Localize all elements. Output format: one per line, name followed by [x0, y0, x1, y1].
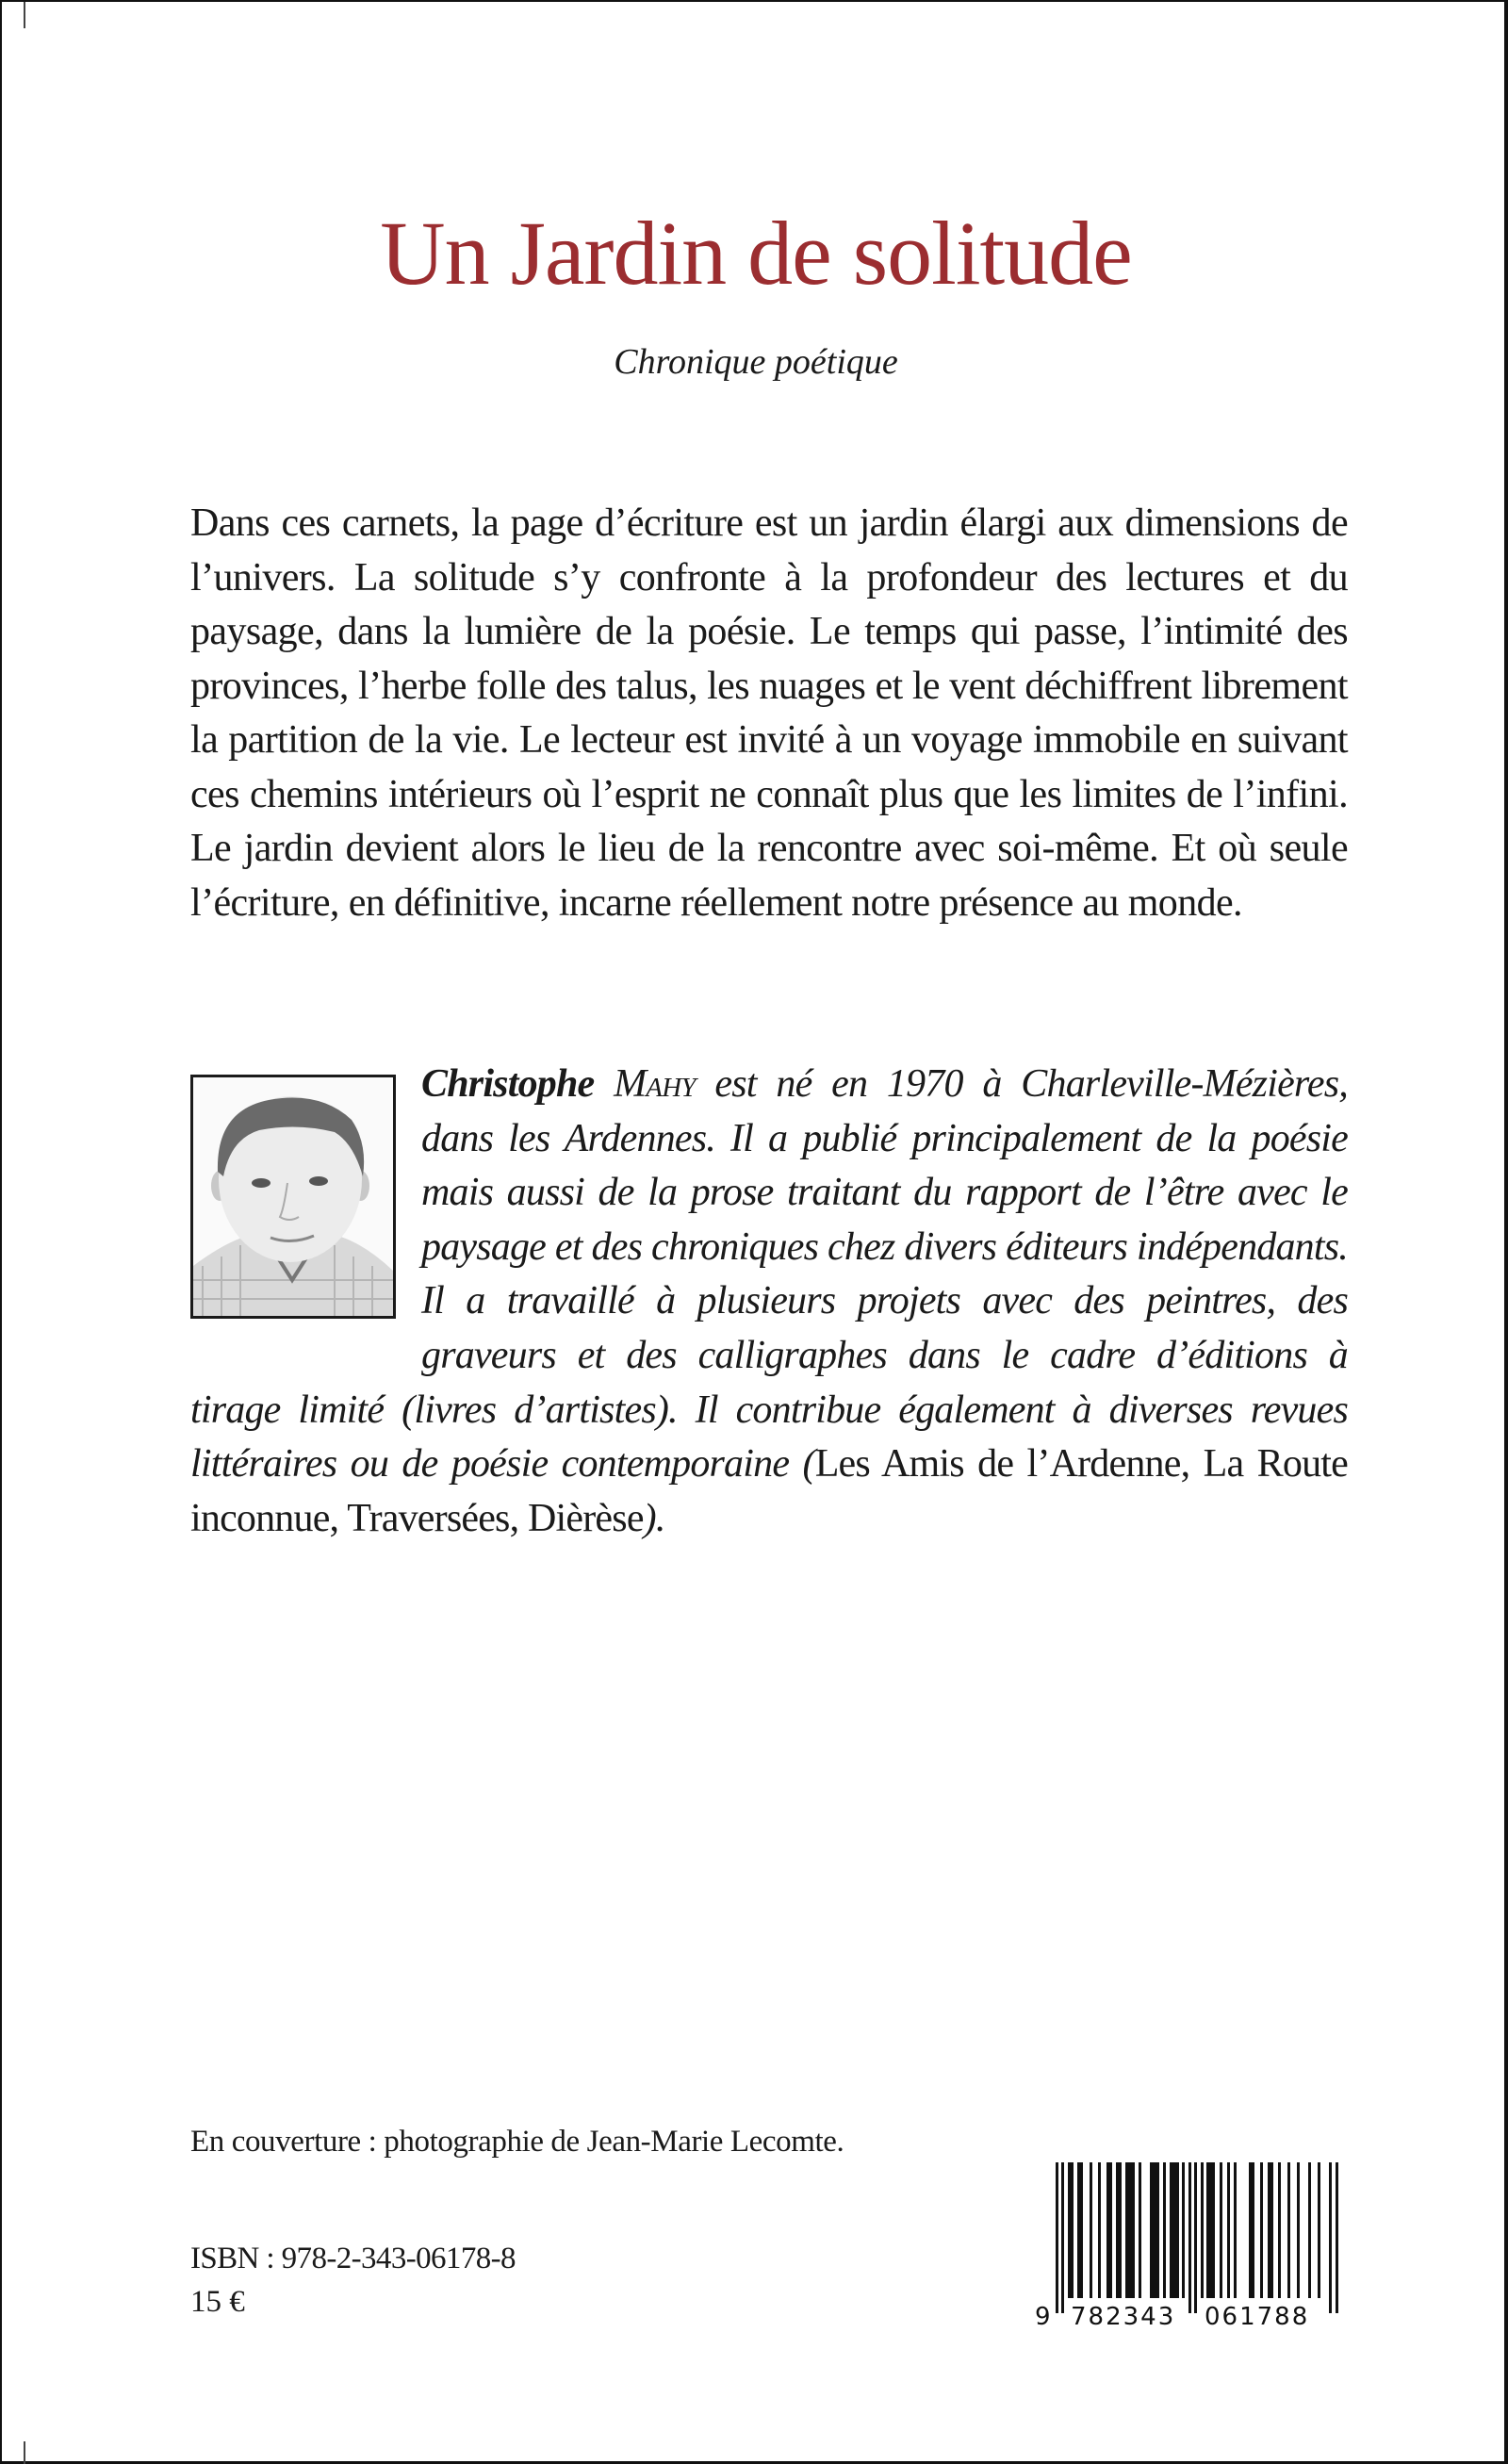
author-bio-end: ). [643, 1496, 665, 1540]
isbn-barcode [1033, 2159, 1350, 2330]
crop-mark-bottom [24, 2441, 25, 2464]
cover-photo-credit: En couverture : photographie de Jean-Marie Lecomte. [190, 2125, 844, 2159]
book-subtitle: Chronique poétique [614, 342, 898, 382]
author-bio-text: est né en 1970 à Charleville-Mézières, dans les Ardennes. Il a publié principalement de la poésie mais aussi de la prose traitant du rapport de l’être avec le paysage et des chroniques chez divers éditeurs indépendants. Il a travaillé à plusieurs projets avec des peintres, des graveurs et des calligraphes dans le cadre d’éditions à tirage limité (livres d’artistes). Il contribue également à diverses revues littéraires ou de poésie contemporaine ( [190, 1062, 1349, 1487]
photo-spacer [190, 1058, 421, 1329]
barcode-right-group: 061788 [1205, 2303, 1310, 2330]
blurb-paragraph: Dans ces carnets, la page d’écriture est un jardin élargi aux dimensions de l’univers. La solitude s’y confronte à la profondeur des lectures et du paysage, dans la lumière de la poésie. Le temps qui passe, l’intimité des provinces, l’herbe folle des talus, les nuages et le vent déchiffrent librement la partition de la vie. Le lecteur est invité à un voyage immobile en suivant ces chemins intérieurs où l’esprit ne connaît plus que les limites de l’infini. Le jardin devient alors le lieu de la rencontre avec soi-même. Et où seule l’écriture, en définitive, incarne réellement notre présence au monde. [190, 501, 1348, 925]
barcode-first-digit: 9 [1035, 2303, 1051, 2330]
author-journals: Les Amis de l’Ardenne, La Route inconnue, Traversées, Dièrèse [190, 1442, 1348, 1540]
book-title: Un Jardin de solitude [380, 203, 1132, 304]
barcode-left-group: 782343 [1071, 2303, 1176, 2330]
author-first-name: Christophe [421, 1062, 595, 1106]
price: 15 € [190, 2285, 245, 2319]
barcode-icon [1033, 2159, 1350, 2330]
isbn: ISBN : 978-2-343-06178-8 [190, 2242, 516, 2275]
author-last-name: Mahy [614, 1062, 696, 1106]
author-bio [190, 1058, 1348, 1546]
crop-mark-top [24, 2, 25, 28]
